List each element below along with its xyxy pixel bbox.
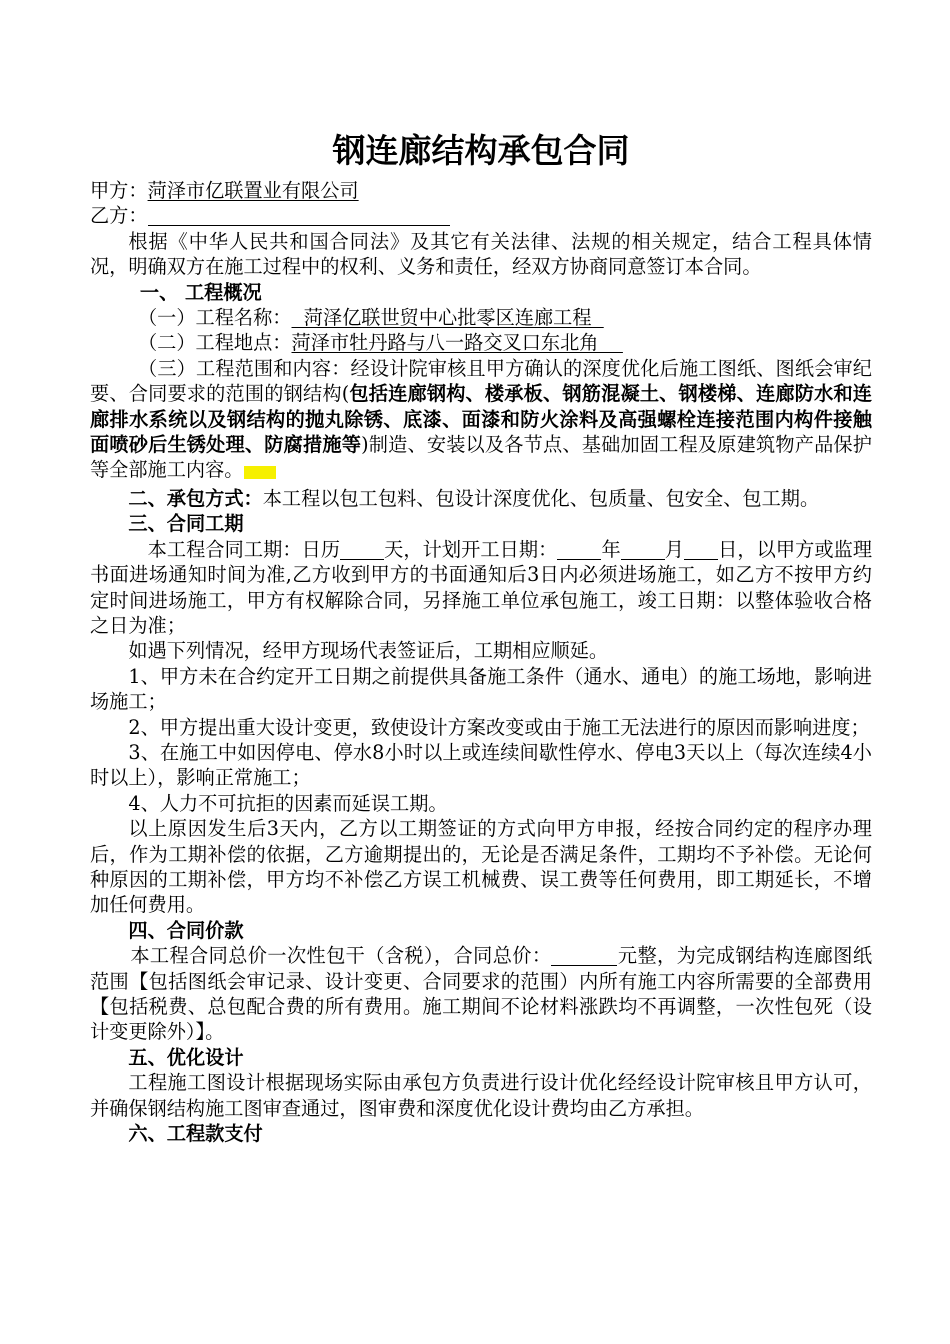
party-a-line bbox=[90, 178, 872, 203]
year-blank bbox=[557, 540, 601, 560]
schedule-paragraph bbox=[90, 537, 872, 639]
section-4-heading: 四、合同价款 bbox=[128, 918, 244, 942]
extension-item-4: 4、人力不可抗拒的因素而延误工期。 bbox=[128, 791, 448, 815]
contract-page bbox=[90, 126, 872, 1146]
party-b-line bbox=[90, 203, 872, 228]
project-site-line bbox=[90, 330, 872, 355]
day-blank bbox=[684, 540, 718, 560]
section-2-heading: 二、承包方式： bbox=[128, 486, 263, 510]
days-blank bbox=[340, 540, 384, 560]
price-paragraph bbox=[90, 943, 872, 1045]
extension-item-1: 1、甲方未在合约定开工日期之前提供具备施工条件（通水、通电）的施工场地，影响进场施工； bbox=[90, 664, 872, 714]
project-scope bbox=[90, 356, 872, 486]
price-text-a: 本工程合同总价一次性包干（含税），合同总价： bbox=[130, 944, 552, 968]
price-text-b: 元整，为完成钢结构连廊图纸范围【包括图纸会审记录、设计变更、合同要求的范围）内所有施工内容所需要的全部费用【包括税费、总包配合费的所有费用。施工期间不论材料涨跌均不再调整，一次性包死（设计变更除外）】。 bbox=[90, 944, 873, 1044]
project-site-value: 菏泽市牡丹路与八一路交叉口东北角 bbox=[291, 331, 623, 355]
schedule-text-e: 日，以甲方或监理书面进场通知时间为准,乙方收到甲方的书面通知后3日内必须进场施工，如乙方不按甲方约定时间进场施工，甲方有权解除合同，另择施工单位承包施工，竣工日期：以整体验收合格之日为准； bbox=[90, 537, 873, 637]
price-blank bbox=[551, 946, 617, 966]
section-6-heading: 六、工程款支付 bbox=[128, 1122, 263, 1146]
project-site-label: （二）工程地点： bbox=[138, 331, 292, 355]
scope-bold: 包括连廊钢构、楼承板、钢筋混凝土、钢楼梯、连廊防水和连廊排水系统以及钢结构的抛丸除锈、底漆、面漆和防火涂料及高强螺栓连接范围内构件接触面喷砂后生锈处理、防腐措施等 bbox=[90, 382, 872, 457]
schedule-text-d: 月 bbox=[664, 537, 685, 561]
project-name-line bbox=[90, 305, 872, 330]
document-title: 钢连廊结构承包合同 bbox=[332, 131, 630, 170]
project-name-label: （一）工程名称： bbox=[138, 306, 292, 330]
party-b-label: 乙方： bbox=[90, 204, 148, 228]
design-optimization: 工程施工图设计根据现场实际由承包方负责进行设计优化经经设计院审核且甲方认可，并确保钢结构施工图审查通过，图审费和深度优化设计费均由乙方承担。 bbox=[90, 1071, 872, 1120]
extension-claim: 以上原因发生后3天内，乙方以工期签证的方式向甲方申报，经按合同约定的程序办理后，作为工期补偿的依据，乙方逾期提出的，无论是否满足条件，工期均不予补偿。无论何种原因的工期补偿，甲方均不补偿乙方误工机械费、误工费等任何费用，即工期延长，不增加任何费用。 bbox=[90, 817, 872, 917]
party-b-blank bbox=[148, 206, 450, 226]
section-2-text: 本工程以包工包料、包设计深度优化、包质量、包安全、包工期。 bbox=[262, 486, 820, 510]
preamble: 根据《中华人民共和国合同法》及其它有关法律、法规的相关规定，结合工程具体情况，明确双方在施工过程中的权利、义务和责任，经双方协商同意签订本合同。 bbox=[90, 229, 872, 279]
scope-intro: （三）工程范围和内容：经设计院审核且甲方确认的深度优化后施工图纸、图纸会审纪要、合同要求的范围的钢结构( bbox=[90, 356, 872, 406]
month-blank bbox=[621, 540, 665, 560]
party-a-value: 菏泽市亿联置业有限公司 bbox=[147, 179, 359, 202]
project-name-value: 菏泽亿联世贸中心批零区连廊工程 bbox=[291, 306, 604, 330]
schedule-text-a: 本工程合同工期：日历 bbox=[147, 537, 341, 561]
section-1-heading: 一、 工程概况 bbox=[139, 280, 262, 304]
section-5-heading: 五、优化设计 bbox=[128, 1045, 244, 1069]
schedule-text-c: 年 bbox=[601, 537, 621, 561]
schedule-text-b: 天，计划开工日期： bbox=[384, 537, 558, 561]
extension-item-2: 2、甲方提出重大设计变更，致使设计方案改变或由于施工无法进行的原因而影响进度； bbox=[128, 715, 870, 739]
section-2 bbox=[90, 486, 872, 511]
extension-intro: 如遇下列情况，经甲方现场代表签证后，工期相应顺延。 bbox=[128, 639, 609, 663]
highlight-mark bbox=[244, 466, 276, 479]
party-a-label: 甲方： bbox=[90, 179, 148, 202]
scope-tail: )制造、安装以及各节点、基础加固工程及原建筑物产品保护等全部施工内容。 bbox=[90, 433, 872, 482]
extension-item-3: 3、在施工中如因停电、停水8小时以上或连续间歇性停水、停电3天以上（每次连续4小时以上），影响正常施工； bbox=[90, 740, 872, 790]
section-3-heading: 三、合同工期 bbox=[128, 512, 244, 536]
